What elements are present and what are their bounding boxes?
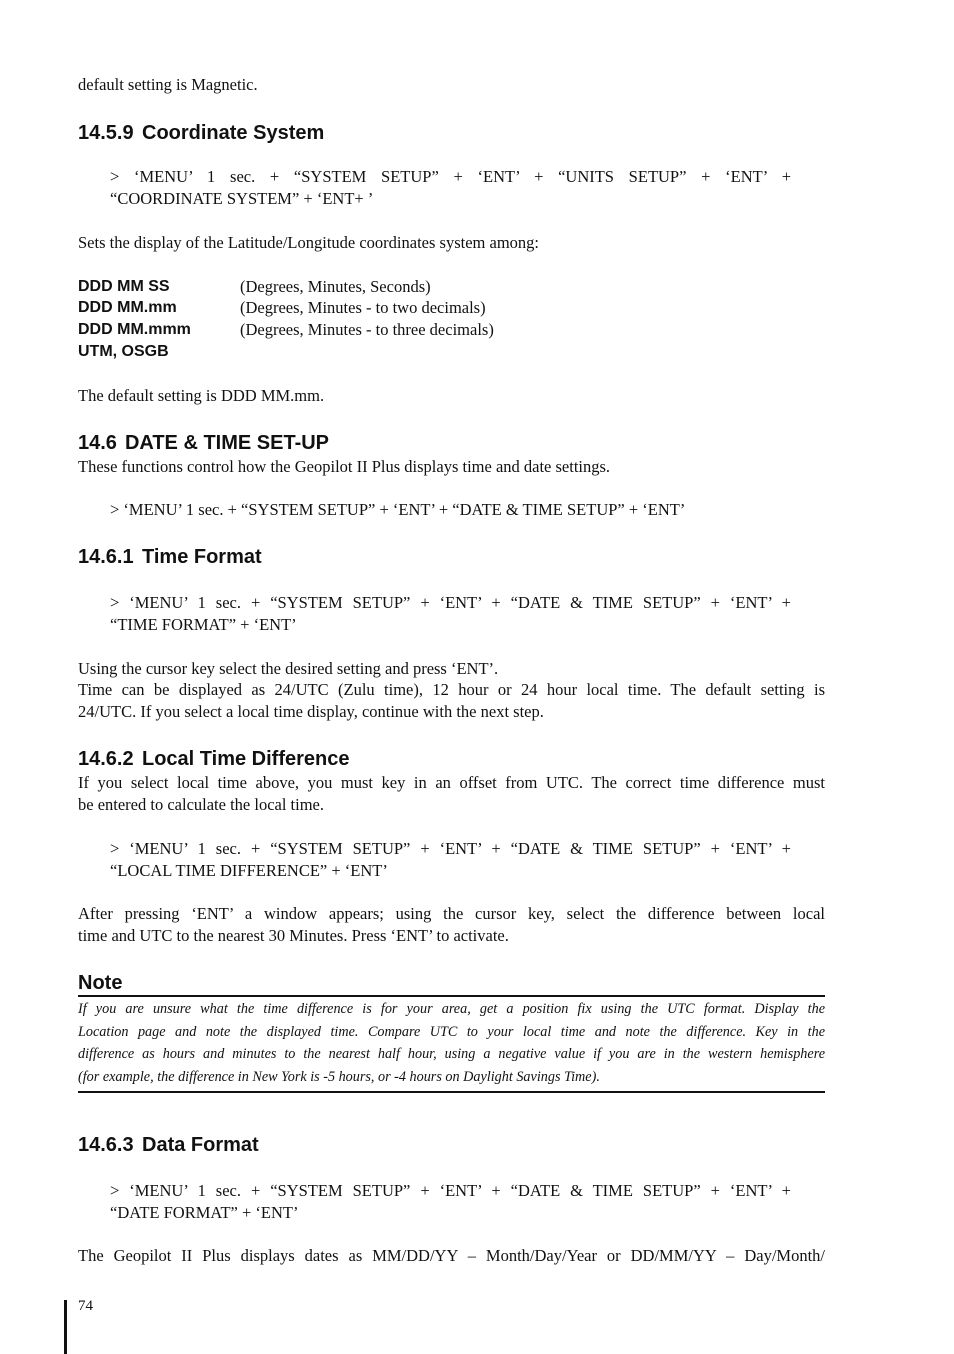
paragraph-line: After pressing ‘ENT’ a window appears; using the cursor key, select the difference between local	[78, 904, 825, 923]
menu-path-line: > ‘MENU’ 1 sec. + “SYSTEM SETUP” + ‘ENT’ + “DATE & TIME SETUP” + ‘ENT’ +	[110, 839, 791, 858]
page-margin-bar	[64, 1300, 67, 1354]
paragraph-line: 24/UTC. If you select a local time display, continue with the next step.	[78, 702, 544, 721]
paragraph-line: be entered to calculate the local time.	[78, 795, 325, 814]
section-number: 14.6.3	[78, 1134, 134, 1156]
note-top-rule	[78, 995, 825, 997]
format-key: DDD MM.mmm	[78, 321, 191, 338]
paragraph-line: time and UTC to the nearest 30 Minutes. Press ‘ENT’ to activate.	[78, 926, 509, 945]
note-line: If you are unsure what the time difference is for your area, get a position fix using the UTC format. Display the	[78, 1001, 825, 1017]
section-description: These functions control how the Geopilot II Plus displays time and date settings.	[78, 457, 611, 476]
note-bottom-rule	[78, 1091, 825, 1093]
format-key: DDD MM SS	[78, 278, 170, 295]
format-key: UTM, OSGB	[78, 343, 169, 360]
format-description: (Degrees, Minutes - to two decimals)	[240, 298, 486, 317]
format-key: DDD MM.mm	[78, 299, 177, 316]
section-title: Data Format	[142, 1134, 259, 1156]
paragraph-line: The Geopilot II Plus displays dates as MM/DD/YY – Month/Day/Year or DD/MM/YY – Day/Month/	[78, 1246, 825, 1265]
menu-path-line: > ‘MENU’ 1 sec. + “SYSTEM SETUP” + ‘ENT’ + “DATE & TIME SETUP” + ‘ENT’ +	[110, 1181, 791, 1200]
section-description: Sets the display of the Latitude/Longitude coordinates system among:	[78, 233, 539, 252]
section-number: 14.6.2	[78, 748, 134, 770]
paragraph-line: Time can be displayed as 24/UTC (Zulu time), 12 hour or 24 hour local time. The default setting is	[78, 680, 825, 699]
section-number: 14.6.1	[78, 546, 134, 568]
note-line: difference as hours and minutes to the nearest half hour, using a negative value if you are in the western hemisphere	[78, 1046, 825, 1062]
section-heading-14-5-9	[78, 121, 324, 145]
menu-path-line: “COORDINATE SYSTEM” + ‘ENT+ ’	[110, 189, 374, 208]
section-title: Time Format	[142, 546, 262, 568]
section-heading-14-6-2	[78, 747, 349, 771]
paragraph-line: If you select local time above, you must key in an offset from UTC. The correct time difference must	[78, 773, 825, 792]
section-number: 14.5.9	[78, 122, 134, 144]
note-title: Note	[78, 972, 123, 994]
menu-path-line: “TIME FORMAT” + ‘ENT’	[110, 615, 297, 634]
menu-path-line: > ‘MENU’ 1 sec. + “SYSTEM SETUP” + ‘ENT’ + “DATE & TIME SETUP” + ‘ENT’ +	[110, 593, 791, 612]
menu-path-line: > ‘MENU’ 1 sec. + “SYSTEM SETUP” + ‘ENT’ + “DATE & TIME SETUP” + ‘ENT’	[110, 500, 686, 519]
section-heading-14-6-1	[78, 545, 262, 569]
paragraph-line: Using the cursor key select the desired setting and press ‘ENT’.	[78, 659, 499, 678]
menu-path-line: “LOCAL TIME DIFFERENCE” + ‘ENT’	[110, 861, 388, 880]
section-number: 14.6	[78, 432, 117, 454]
note-body	[78, 998, 825, 1088]
intro-text: default setting is Magnetic.	[78, 75, 258, 94]
section-title: DATE & TIME SET-UP	[124, 432, 330, 454]
page-number: 74	[78, 1298, 93, 1314]
section-title: Coordinate System	[142, 122, 325, 144]
format-description: (Degrees, Minutes, Seconds)	[240, 277, 431, 296]
section-heading-14-6	[78, 431, 329, 455]
note-line: (for example, the difference in New York is -5 hours, or -4 hours on Daylight Savings Time).	[78, 1068, 600, 1085]
format-description: (Degrees, Minutes - to three decimals)	[240, 320, 494, 339]
note-line: Location page and note the displayed time. Compare UTC to your local time and note the difference. Key in the	[78, 1023, 825, 1040]
section-title: Local Time Difference	[142, 748, 350, 770]
menu-path-line: > ‘MENU’ 1 sec. + “SYSTEM SETUP” + ‘ENT’ + “UNITS SETUP” + ‘ENT’ +	[110, 167, 791, 186]
section-heading-14-6-3	[78, 1133, 259, 1157]
menu-path-line: “DATE FORMAT” + ‘ENT’	[110, 1203, 299, 1222]
default-setting-text: The default setting is DDD MM.mm.	[78, 386, 325, 405]
